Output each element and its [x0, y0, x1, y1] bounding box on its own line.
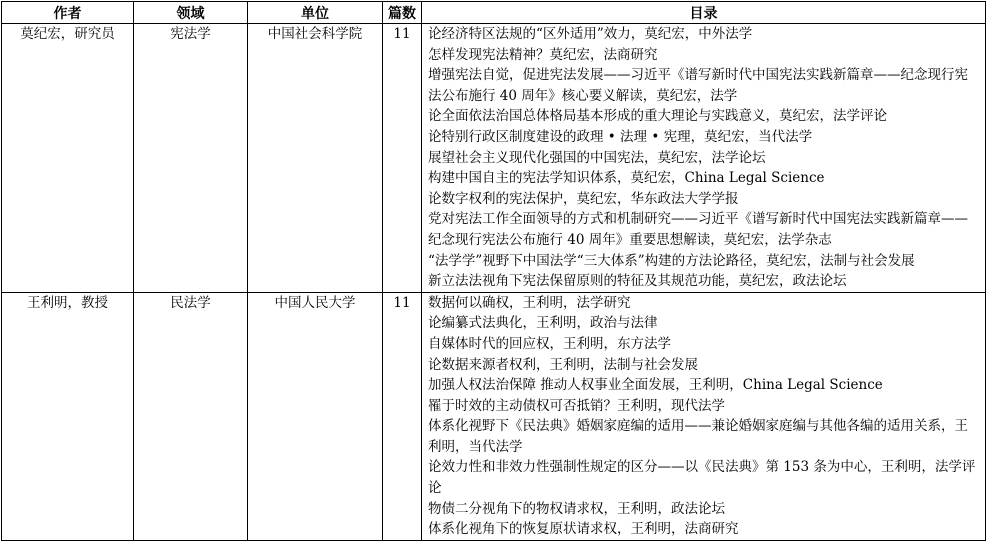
table-row: [2, 292, 986, 540]
catalog-entry: 论效力性和非效力性强制性规定的区分——以《民法典》第 153 条为中心，王利明，法学评论: [428, 459, 976, 497]
catalog-entry: 数据何以确权，王利明，法学研究: [428, 294, 631, 311]
catalog-entry: 党对宪法工作全面领导的方式和机制研究——习近平《谱写新时代中国宪法实践新篇章——纪念现行宪法公布施行 40 周年》重要思想解读，莫纪宏，法学杂志: [428, 211, 968, 248]
author-cell: 王利明，教授: [2, 292, 134, 540]
catalog-entry: 罹于时效的主动债权可否抵销？王利明，现代法学: [428, 397, 725, 414]
catalog-entry: 论特别行政区制度建设的政理 • 法理 • 宪理，莫纪宏，当代法学: [428, 128, 813, 145]
catalog-entry: 论数字权利的宪法保护，莫纪宏，华东政法大学学报: [428, 190, 739, 207]
header-author: 作者: [2, 2, 134, 24]
field-cell: 民法学: [134, 292, 248, 540]
catalog-cell: [422, 24, 986, 293]
catalog-entry: 论全面依法治国总体格局基本形成的重大理论与实践意义，莫纪宏，法学评论: [428, 108, 887, 125]
catalog-entry: 论经济特区法规的“区外适用”效力，莫纪宏，中外法学: [428, 26, 753, 42]
catalog-entry: 论编纂式法典化，王利明，政治与法律: [428, 315, 658, 332]
header-row: [2, 2, 986, 24]
catalog-cell: [422, 292, 986, 540]
unit-cell: 中国社会科学院: [248, 24, 383, 293]
catalog-entry: 体系化视野下《民法典》婚姻家庭编的适用——兼论婚姻家庭编与其他各编的适用关系，王利明，当代法学: [428, 418, 968, 455]
count-cell: 11: [383, 24, 422, 293]
author-cell: 莫纪宏，研究员: [2, 24, 134, 293]
unit-cell: 中国人民大学: [248, 292, 383, 540]
table-row: [2, 24, 986, 293]
catalog-entry: 展望社会主义现代化强国的中国宪法，莫纪宏，法学论坛: [428, 149, 766, 166]
catalog-table: [1, 1, 986, 541]
catalog-entry: 自媒体时代的回应权，王利明，东方法学: [428, 335, 671, 352]
catalog-entry: 体系化视角下的恢复原状请求权，王利明，法商研究: [428, 521, 739, 538]
catalog-entry: 加强人权法治保障 推动人权事业全面发展，王利明，China Legal Science: [428, 377, 883, 394]
catalog-entry: 怎样发现宪法精神？莫纪宏，法商研究: [428, 46, 658, 63]
catalog-entry: 构建中国自主的宪法学知识体系，莫纪宏，China Legal Science: [428, 170, 825, 187]
header-unit: 单位: [248, 2, 383, 24]
header-catalog: 目录: [422, 2, 986, 24]
catalog-entry: 论数据来源者权利，王利明，法制与社会发展: [428, 356, 698, 373]
catalog-entry: 增强宪法自觉，促进宪法发展——习近平《谱写新时代中国宪法实践新篇章——纪念现行宪法公布施行 40 周年》核心要义解读，莫纪宏，法学: [428, 67, 968, 104]
header-count: 篇数: [383, 2, 422, 24]
count-cell: 11: [383, 292, 422, 540]
catalog-entry: 物债二分视角下的物权请求权，王利明，政法论坛: [428, 500, 725, 517]
catalog-entry: 新立法法视角下宪法保留原则的特征及其规范功能，莫纪宏，政法论坛: [428, 273, 847, 290]
field-cell: 宪法学: [134, 24, 248, 293]
catalog-entry: “法学学”视野下中国法学“三大体系”构建的方法论路径，莫纪宏，法制与社会发展: [428, 252, 915, 269]
header-field: 领域: [134, 2, 248, 24]
